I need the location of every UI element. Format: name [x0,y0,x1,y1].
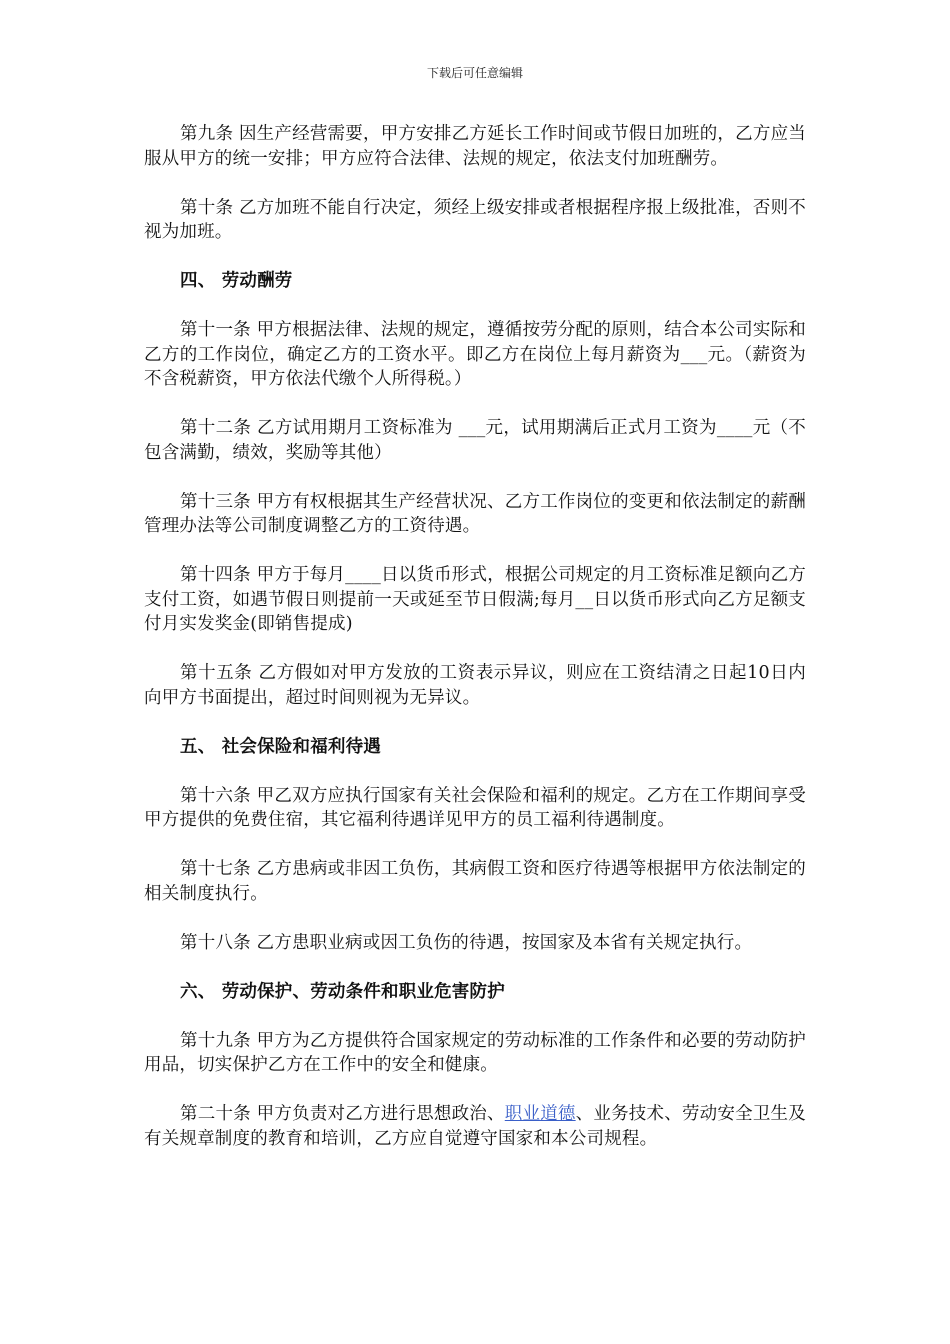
article-16: 第十六条 甲乙双方应执行国家有关社会保险和福利的规定。乙方在工作期间享受甲方提供的免费住宿，其它福利待遇详见甲方的员工福利待遇制度。 [144,785,806,830]
article-14: 第十四条 甲方于每月____日以货币形式，根据公司规定的月工资标准足额向乙方支付工资，如遇节假日则提前一天或延至节日假满;每月__日以货币形式向乙方足额支付月实发奖金(即销售提成) [144,565,806,634]
section-heading-4: 四、 劳动酬劳 [180,271,293,291]
article-20-text-after: 、业务技术、劳动安全卫生及有关规章制度的教育和培训，乙方应自觉遵守国家和本公司规程。 [144,1104,806,1149]
article-20 [144,1102,806,1151]
professional-ethics-link[interactable]: 职业道德 [504,1104,576,1124]
article-10: 第十条 乙方加班不能自行决定，须经上级安排或者根据程序报上级批准，否则不视为加班。 [144,197,806,242]
article-9: 第九条 因生产经营需要，甲方安排乙方延长工作时间或节假日加班的，乙方应当服从甲方的统一安排；甲方应符合法律、法规的规定，依法支付加班酬劳。 [144,124,806,169]
article-19: 第十九条 甲方为乙方提供符合国家规定的劳动标准的工作条件和必要的劳动防护用品，切实保护乙方在工作中的安全和健康。 [144,1030,806,1075]
article-20-text-before: 第二十条 甲方负责对乙方进行思想政治、 [180,1104,505,1124]
article-13: 第十三条 甲方有权根据其生产经营状况、乙方工作岗位的变更和依法制定的薪酬管理办法等公司制度调整乙方的工资待遇。 [144,491,806,536]
article-12: 第十二条 乙方试用期月工资标准为 ___元，试用期满后正式月工资为____元（不包含满勤，绩效，奖励等其他） [144,418,806,463]
section-heading-6: 六、 劳动保护、劳动条件和职业危害防护 [180,981,505,1002]
page-header: 下载后可任意编辑 [426,66,523,80]
article-11: 第十一条 甲方根据法律、法规的规定，遵循按劳分配的原则，结合本公司实际和乙方的工作岗位，确定乙方的工资水平。即乙方在岗位上每月薪资为___元。（薪资为不含税薪资，甲方依法代缴个人所得税。） [144,320,806,389]
article-17: 第十七条 乙方患病或非因工负伤，其病假工资和医疗待遇等根据甲方依法制定的相关制度执行。 [144,859,806,904]
article-15: 第十五条 乙方假如对甲方发放的工资表示异议，则应在工资结清之日起10日内向甲方书面提出，超过时间则视为无异议。 [144,663,806,708]
article-18: 第十八条 乙方患职业病或因工负伤的待遇，按国家及本省有关规定执行。 [180,932,753,953]
document-body [144,122,806,1176]
section-heading-5: 五、 社会保险和福利待遇 [180,736,381,757]
